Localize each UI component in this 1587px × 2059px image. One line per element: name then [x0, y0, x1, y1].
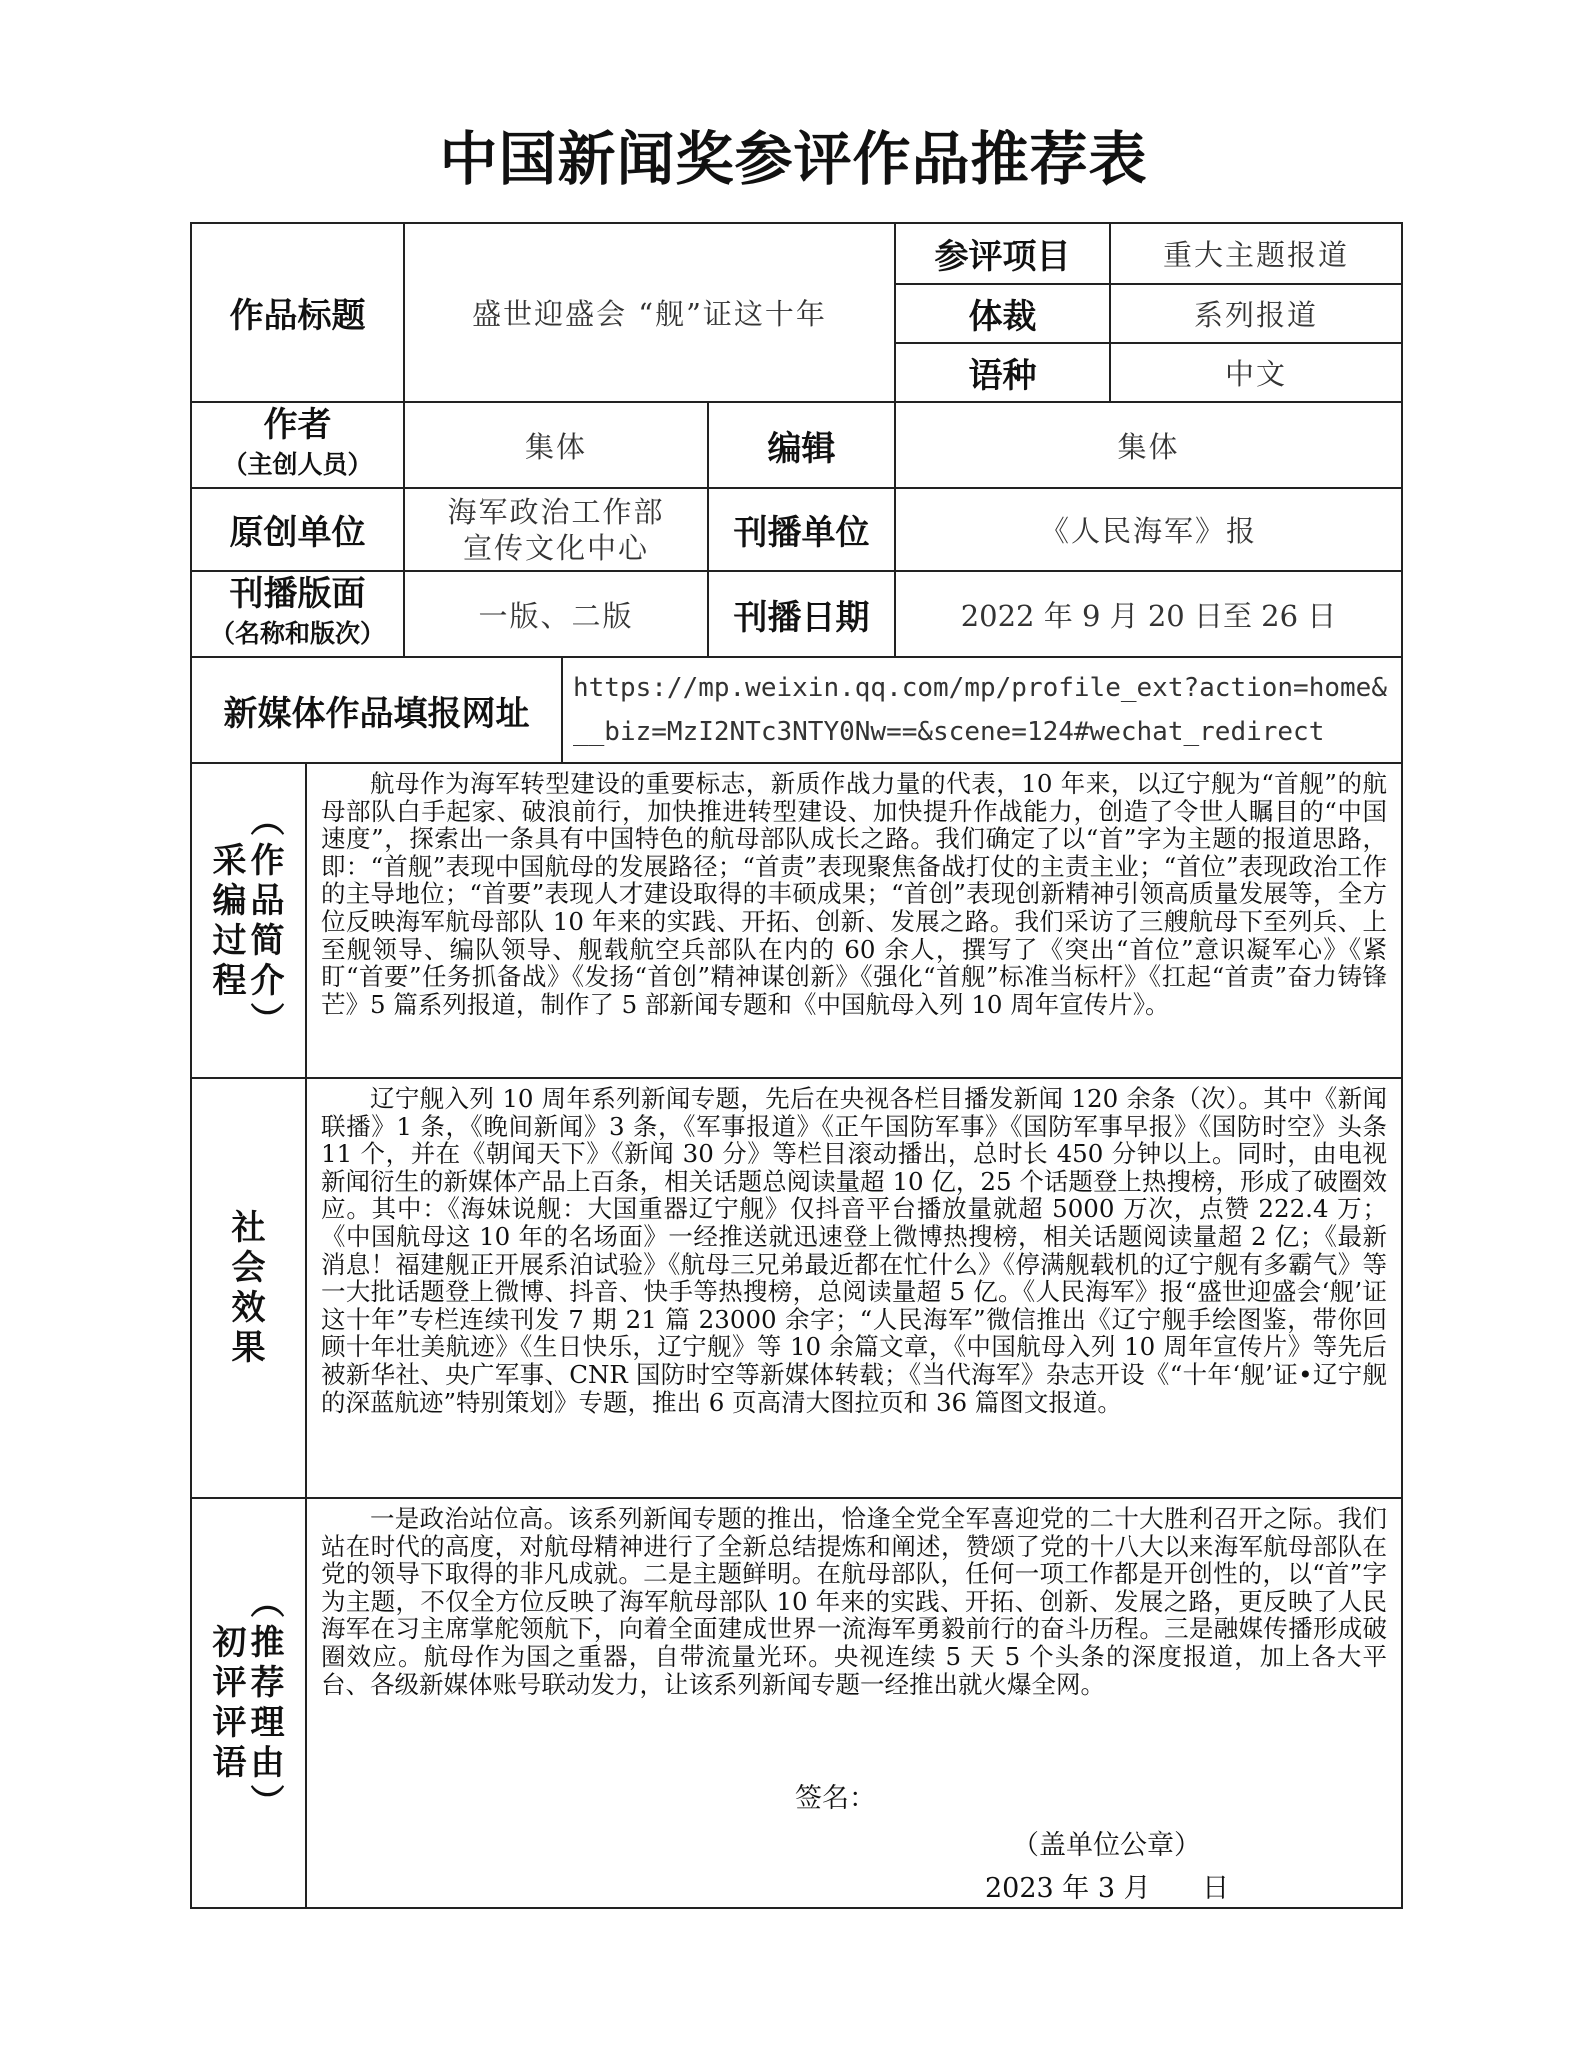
label-process: [192, 764, 307, 1079]
value-language: 中文: [1111, 344, 1403, 403]
recommendation-table: [190, 222, 1403, 1909]
label-author: [192, 403, 405, 489]
value-genre: 系列报道: [1111, 285, 1403, 344]
label-work-title: 作品标题: [192, 224, 405, 403]
label-page-sub: （名称和版次）: [209, 619, 385, 648]
label-process-paren: ︵ 作 品 简 介 ︶: [250, 800, 285, 1041]
label-new-media-url: 新媒体作品填报网址: [192, 658, 563, 764]
signature-date: 2023 年 3 月 日: [985, 1873, 1230, 1904]
label-review-main: 初 评 评 语: [212, 1623, 247, 1783]
value-publish-unit: 《人民海军》报: [896, 489, 1403, 572]
value-original-unit: [405, 489, 709, 572]
value-new-media-url[interactable]: https://mp.weixin.qq.com/mp/profile_ext?action=home&__biz=MzI2NTc3NTY0Nw==&scene=124#wechat_redirect: [563, 658, 1403, 764]
value-category: 重大主题报道: [1111, 224, 1403, 285]
label-review-paren: ︵ 推 荐 理 由 ︶: [250, 1583, 285, 1823]
label-page: [192, 572, 405, 658]
page-title: 中国新闻奖参评作品推荐表: [439, 125, 1148, 193]
label-process-main: 采 编 过 程: [212, 840, 247, 1001]
value-original-unit-line1: 海军政治工作部: [447, 494, 665, 529]
process-text: 航母作为海军转型建设的重要标志，新质作战力量的代表，10 年来，以辽宁舰为“首舰”的航母部队白手起家、破浪前行，加快推进转型建设、加快提升作战能力，创造了令世人瞩目的“中国速度”，探索出一条具有中国特色的航母部队成长之路。我们确定了以“首”字为主题的报道思路，即：“首舰”表现中国航母的发展路径；“首责”表现聚焦备战打仗的主责主业；“首位”表现政治工作的主导地位；“首要”表现人才建设取得的丰硕成果；“首创”表现创新精神引领高质量发展等，全方位反映海军航母部队 10 年来的实践、开拓、创新、发展之路。我们采访了三艘航母下至列兵、上至舰领导、编队领导、舰载航空兵部队在内的 60 余人，撰写了《突出“首位”意识凝军心》《紧盯“首要”任务抓备战》《发扬“首创”精神谋创新》《强化“首舰”标准当标杆》《扛起“首责”奋力铸锋芒》5 篇系列报道，制作了 5 部新闻专题和《中国航母入列 10 周年宣传片》。: [307, 764, 1403, 1079]
label-editor: 编辑: [709, 403, 896, 489]
label-effect: [192, 1079, 307, 1499]
label-page-main: 刊播版面: [229, 574, 366, 614]
label-language: 语种: [896, 344, 1111, 403]
label-genre: 体裁: [896, 285, 1111, 344]
label-category: 参评项目: [896, 224, 1111, 285]
label-effect-main: 社 会 效 果: [231, 1208, 266, 1368]
seal-label: （盖单位公章）: [1012, 1830, 1201, 1861]
review-text: 一是政治站位高。该系列新闻专题的推出，恰逢全党全军喜迎党的二十大胜利召开之际。我们站在时代的高度，对航母精神进行了全新总结提炼和阐述，赞颂了党的十八大以来海军航母部队在党的领导下取得的非凡成就。二是主题鲜明。在航母部队，任何一项工作都是开创性的，以“首”字为主题，不仅全方位反映了海军航母部队 10 年来的实践、开拓、创新、发展之路，更反映了人民海军在习主席掌舵领航下，向着全面建成世界一流海军勇毅前行的奋斗历程。三是融媒传播形成破圈效应。航母作为国之重器，自带流量光环。央视连续 5 天 5 个头条的深度报道，加上各大平台、各级新媒体账号联动发力，让该系列新闻专题一经推出就火爆全网。: [321, 1504, 1387, 1699]
label-author-sub: （主创人员）: [222, 450, 373, 479]
review-cell: [307, 1499, 1403, 1909]
label-publish-unit: 刊播单位: [709, 489, 896, 572]
effect-text: 辽宁舰入列 10 周年系列新闻专题，先后在央视各栏目播发新闻 120 余条（次）。其中《新闻联播》1 条，《晚间新闻》3 条，《军事报道》《正午国防军事》《国防军事早报》《国防时空》头条 11 个，并在《朝闻天下》《新闻 30 分》等栏目滚动播出，总时长 450 分钟以上。同时，由电视新闻衍生的新媒体产品上百条，相关话题总阅读量超 10 亿，25 个话题登上热搜榜，形成了破圈效应。其中：《海妹说舰：大国重器辽宁舰》仅抖音平台播放量就超 5000 万次，点赞 222.4 万；《中国航母这 10 年的名场面》一经推送就迅速登上微博热搜榜，相关话题阅读量超 2 亿；《最新消息！福建舰正开展系泊试验》《航母三兄弟最近都在忙什么》《停满舰载机的辽宁舰有多霸气》等一大批话题登上微博、抖音、快手等热搜榜，总阅读量超 5 亿。《人民海军》报“盛世迎盛会‘舰’证这十年”专栏连续刊发 7 期 21 篇 23000 余字；“人民海军”微信推出《辽宁舰手绘图鉴，带你回顾十年壮美航迹》《生日快乐，辽宁舰》等 10 余篇文章，《中国航母入列 10 周年宣传片》等先后被新华社、央广军事、CNR 国防时空等新媒体转载；《当代海军》杂志开设《“十年‘舰’证•辽宁舰的深蓝航迹”特别策划》专题，推出 6 页高清大图拉页和 36 篇图文报道。: [307, 1079, 1403, 1499]
label-review: [192, 1499, 307, 1909]
value-author: 集体: [405, 403, 709, 489]
value-publish-date: 2022 年 9 月 20 日至 26 日: [896, 572, 1403, 658]
label-original-unit: 原创单位: [192, 489, 405, 572]
value-work-title: 盛世迎盛会 “舰”证这十年: [405, 224, 896, 403]
value-editor: 集体: [896, 403, 1403, 489]
value-page: 一版、二版: [405, 572, 709, 658]
signature-label: 签名：: [795, 1783, 876, 1814]
value-original-unit-line2: 宣传文化中心: [462, 530, 649, 565]
label-publish-date: 刊播日期: [709, 572, 896, 658]
label-author-main: 作者: [263, 405, 332, 445]
